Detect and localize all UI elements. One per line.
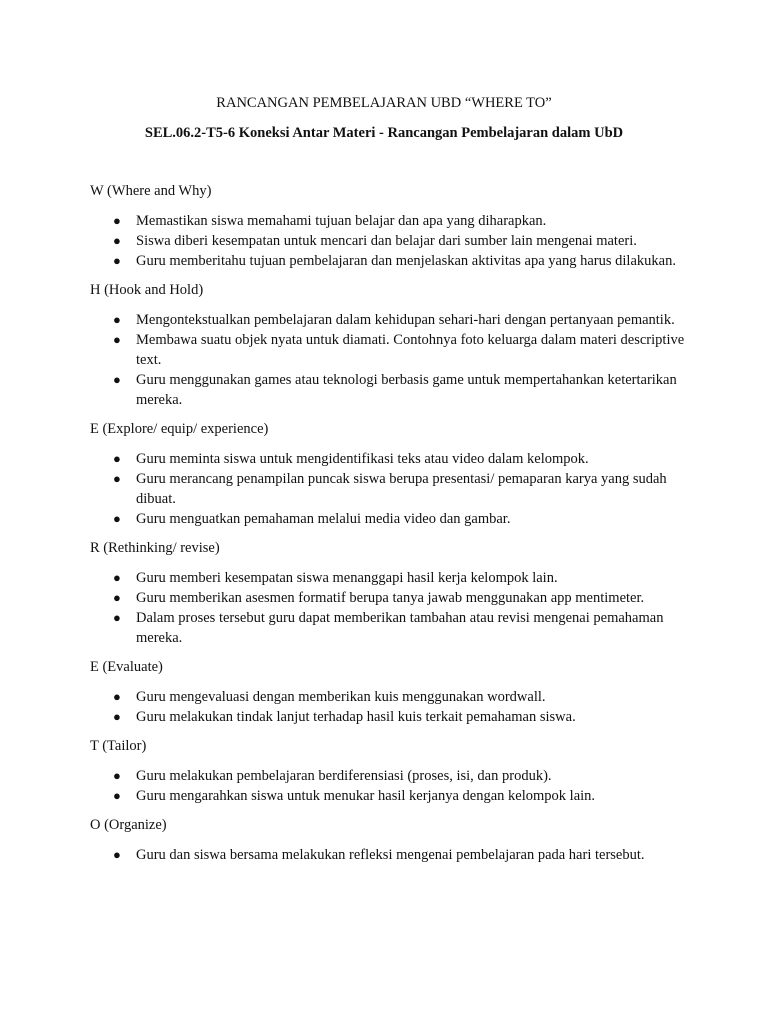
section-heading: E (Evaluate) bbox=[90, 659, 163, 675]
list-item-text: Membawa suatu objek nyata untuk diamati. Contohnya foto keluarga dalam materi descriptive text. bbox=[136, 332, 685, 368]
list-item bbox=[90, 469, 690, 509]
list-item bbox=[90, 251, 690, 271]
bullet-icon: ● bbox=[113, 511, 121, 526]
bullet-icon: ● bbox=[113, 471, 121, 486]
bullet-icon: ● bbox=[113, 213, 121, 228]
section-heading: R (Rethinking/ revise) bbox=[90, 540, 220, 556]
bullet-list bbox=[90, 687, 690, 727]
list-item-text: Dalam proses tersebut guru dapat memberikan tambahan atau revisi mengenai pemahaman mereka. bbox=[136, 610, 664, 646]
bullet-list bbox=[90, 310, 690, 410]
bullet-icon: ● bbox=[113, 332, 121, 347]
bullet-list bbox=[90, 449, 690, 529]
bullet-list bbox=[90, 766, 690, 806]
bullet-list bbox=[90, 845, 690, 865]
list-item bbox=[90, 370, 690, 410]
list-item bbox=[90, 310, 690, 330]
list-item-text: Guru meminta siswa untuk mengidentifikasi teks atau video dalam kelompok. bbox=[136, 451, 589, 467]
list-item bbox=[90, 568, 690, 588]
bullet-icon: ● bbox=[113, 253, 121, 268]
section-heading: T (Tailor) bbox=[90, 738, 147, 754]
list-item-text: Guru mengevaluasi dengan memberikan kuis menggunakan wordwall. bbox=[136, 689, 546, 705]
list-item bbox=[90, 588, 690, 608]
section-heading: E (Explore/ equip/ experience) bbox=[90, 421, 269, 437]
bullet-icon: ● bbox=[113, 233, 121, 248]
list-item-text: Guru memberitahu tujuan pembelajaran dan menjelaskan aktivitas apa yang harus dilakukan. bbox=[136, 253, 676, 269]
bullet-icon: ● bbox=[113, 788, 121, 803]
section-heading: O (Organize) bbox=[90, 817, 167, 833]
list-item bbox=[90, 211, 690, 231]
bullet-icon: ● bbox=[113, 570, 121, 585]
list-item-text: Guru memberikan asesmen formatif berupa tanya jawab menggunakan app mentimeter. bbox=[136, 590, 645, 606]
list-item bbox=[90, 707, 690, 727]
list-item bbox=[90, 608, 690, 648]
section-heading: H (Hook and Hold) bbox=[90, 282, 204, 298]
list-item bbox=[90, 845, 690, 865]
list-item bbox=[90, 766, 690, 786]
list-item-text: Guru merancang penampilan puncak siswa berupa presentasi/ pemaparan karya yang sudah dibuat. bbox=[136, 471, 667, 507]
bullet-icon: ● bbox=[113, 610, 121, 625]
list-item bbox=[90, 687, 690, 707]
bullet-icon: ● bbox=[113, 709, 121, 724]
list-item-text: Guru melakukan tindak lanjut terhadap hasil kuis terkait pemahaman siswa. bbox=[136, 709, 576, 725]
section-heading: W (Where and Why) bbox=[90, 183, 212, 199]
list-item-text: Memastikan siswa memahami tujuan belajar dan apa yang diharapkan. bbox=[136, 213, 547, 229]
bullet-icon: ● bbox=[113, 590, 121, 605]
bullet-icon: ● bbox=[113, 312, 121, 327]
document-title: RANCANGAN PEMBELAJARAN UBD “WHERE TO” bbox=[216, 95, 552, 111]
bullet-icon: ● bbox=[113, 372, 121, 387]
document-subtitle: SEL.06.2-T5-6 Koneksi Antar Materi - Rancangan Pembelajaran dalam UbD bbox=[144, 125, 624, 141]
list-item-text: Guru melakukan pembelajaran berdiferensiasi (proses, isi, dan produk). bbox=[136, 768, 552, 784]
list-item-text: Siswa diberi kesempatan untuk mencari dan belajar dari sumber lain mengenai materi. bbox=[136, 233, 637, 249]
bullet-icon: ● bbox=[113, 847, 121, 862]
bullet-list bbox=[90, 568, 690, 648]
list-item bbox=[90, 786, 690, 806]
list-item bbox=[90, 231, 690, 251]
list-item-text: Guru mengarahkan siswa untuk menukar hasil kerjanya dengan kelompok lain. bbox=[136, 788, 596, 804]
list-item-text: Mengontekstualkan pembelajaran dalam kehidupan sehari-hari dengan pertanyaan pemantik. bbox=[136, 312, 675, 328]
list-item-text: Guru menguatkan pemahaman melalui media video dan gambar. bbox=[136, 511, 511, 527]
bullet-icon: ● bbox=[113, 451, 121, 466]
bullet-icon: ● bbox=[113, 768, 121, 783]
list-item bbox=[90, 509, 690, 529]
list-item-text: Guru menggunakan games atau teknologi berbasis game untuk mempertahankan ketertarikan mereka. bbox=[136, 372, 677, 408]
bullet-icon: ● bbox=[113, 689, 121, 704]
list-item bbox=[90, 330, 690, 370]
list-item-text: Guru memberi kesempatan siswa menanggapi hasil kerja kelompok lain. bbox=[136, 570, 558, 586]
bullet-list bbox=[90, 211, 690, 271]
list-item-text: Guru dan siswa bersama melakukan refleksi mengenai pembelajaran pada hari tersebut. bbox=[136, 847, 645, 863]
list-item bbox=[90, 449, 690, 469]
document-body bbox=[90, 181, 690, 874]
